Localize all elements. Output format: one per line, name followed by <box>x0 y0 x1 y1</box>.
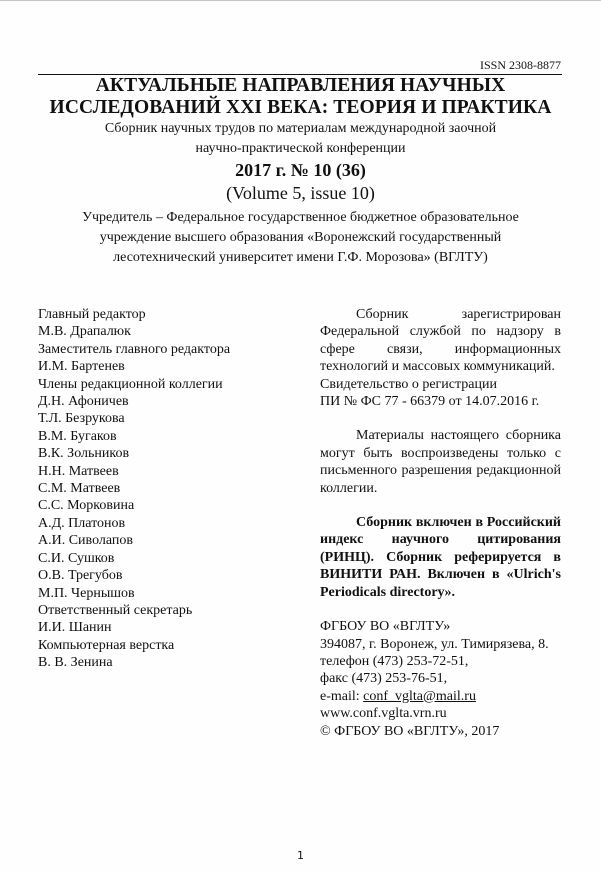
board-item: А.И. Сиволапов <box>38 533 133 549</box>
journal-title <box>0 75 601 119</box>
board-item: О.В. Трегубов <box>38 568 123 584</box>
founder-line-1: Учредитель – Федеральное государственное бюджетное образовательное <box>82 210 519 225</box>
publication-info <box>320 306 561 740</box>
subtitle-line-2: научно-практической конференции <box>195 141 406 156</box>
phone: телефон (473) 253-72-51, <box>320 653 469 669</box>
founder-info <box>0 208 601 268</box>
board-item: Члены редакционной коллегии <box>38 376 223 392</box>
journal-subtitle <box>0 119 601 159</box>
board-item: М.В. Драпалюк <box>38 324 131 340</box>
board-item: А.Д. Платонов <box>38 515 126 531</box>
contacts-block <box>320 618 561 740</box>
board-item: В.М. Бугаков <box>38 428 117 444</box>
fax: факс (473) 253-76-51, <box>320 671 448 687</box>
board-item: С.С. Морковина <box>38 498 135 514</box>
founder-line-2: учреждение высшего образования «Воронежский государственный <box>99 230 502 245</box>
board-item: Т.Л. Безрукова <box>38 411 125 427</box>
board-item: Н.Н. Матвеев <box>38 463 119 479</box>
volume-info: (Volume 5, issue 10) <box>226 183 375 203</box>
indexing-notice: Сборник включен в Российский индекс научного цитирования (РИНЦ). Сборник реферируется в ВИНИТИ РАН. Включен в «Ulrich's Periodicals directory». <box>320 515 561 600</box>
title-line-2: ИССЛЕДОВАНИЙ XXI ВЕКА: ТЕОРИЯ И ПРАКТИКА <box>49 97 552 118</box>
copyright: © ФГБОУ ВО «ВГЛТУ», 2017 <box>320 723 500 739</box>
address: 394087, г. Воронеж, ул. Тимирязева, 8. <box>320 636 549 652</box>
certificate-number: ПИ № ФС 77 - 66379 от 14.07.2016 г. <box>320 394 540 410</box>
email-link[interactable]: conf_vglta@mail.ru <box>363 688 476 704</box>
board-item: И.М. Бартенев <box>38 359 125 375</box>
org-name: ФГБОУ ВО «ВГЛТУ» <box>320 619 451 635</box>
email-label: e-mail: <box>320 688 364 704</box>
board-item: В. В. Зенина <box>38 655 113 671</box>
editorial-board <box>38 306 298 672</box>
board-item: С.М. Матвеев <box>38 481 121 497</box>
title-line-1: АКТУАЛЬНЫЕ НАПРАВЛЕНИЯ НАУЧНЫХ <box>95 75 506 96</box>
issue-number: 2017 г. № 10 (36) <box>235 160 366 180</box>
board-item: В.К. Зольников <box>38 446 130 462</box>
board-item: И.И. Шанин <box>38 620 112 636</box>
board-item: Компьютерная верстка <box>38 637 175 653</box>
website[interactable]: www.conf.vglta.vrn.ru <box>320 706 447 722</box>
page-number: 1 <box>297 849 304 862</box>
subtitle-line-1: Сборник научных трудов по материалам международной заочной <box>104 121 497 136</box>
registration-text: Сборник зарегистрирован Федеральной службой по надзору в сфере связи, информационных технологий и массовых коммуникаций. <box>320 307 561 375</box>
reproduction-notice: Материалы настоящего сборника могут быть воспроизведены только с письменного разрешения редакционной коллегии. <box>320 428 561 496</box>
board-item: М.П. Чернышов <box>38 585 135 601</box>
board-item: Д.Н. Афоничев <box>38 394 129 410</box>
certificate-label: Свидетельство о регистрации <box>320 376 497 392</box>
board-item: Ответственный секретарь <box>38 602 193 618</box>
board-item: С.И. Сушков <box>38 550 115 566</box>
registration-block <box>320 306 561 410</box>
email-line <box>320 688 561 705</box>
board-item: Главный редактор <box>38 307 146 322</box>
issn: ISSN 2308-8877 <box>479 58 561 72</box>
founder-line-3: лесотехнический университет имени Г.Ф. Морозова» (ВГЛТУ) <box>113 250 488 265</box>
board-item: Заместитель главного редактора <box>38 341 231 357</box>
